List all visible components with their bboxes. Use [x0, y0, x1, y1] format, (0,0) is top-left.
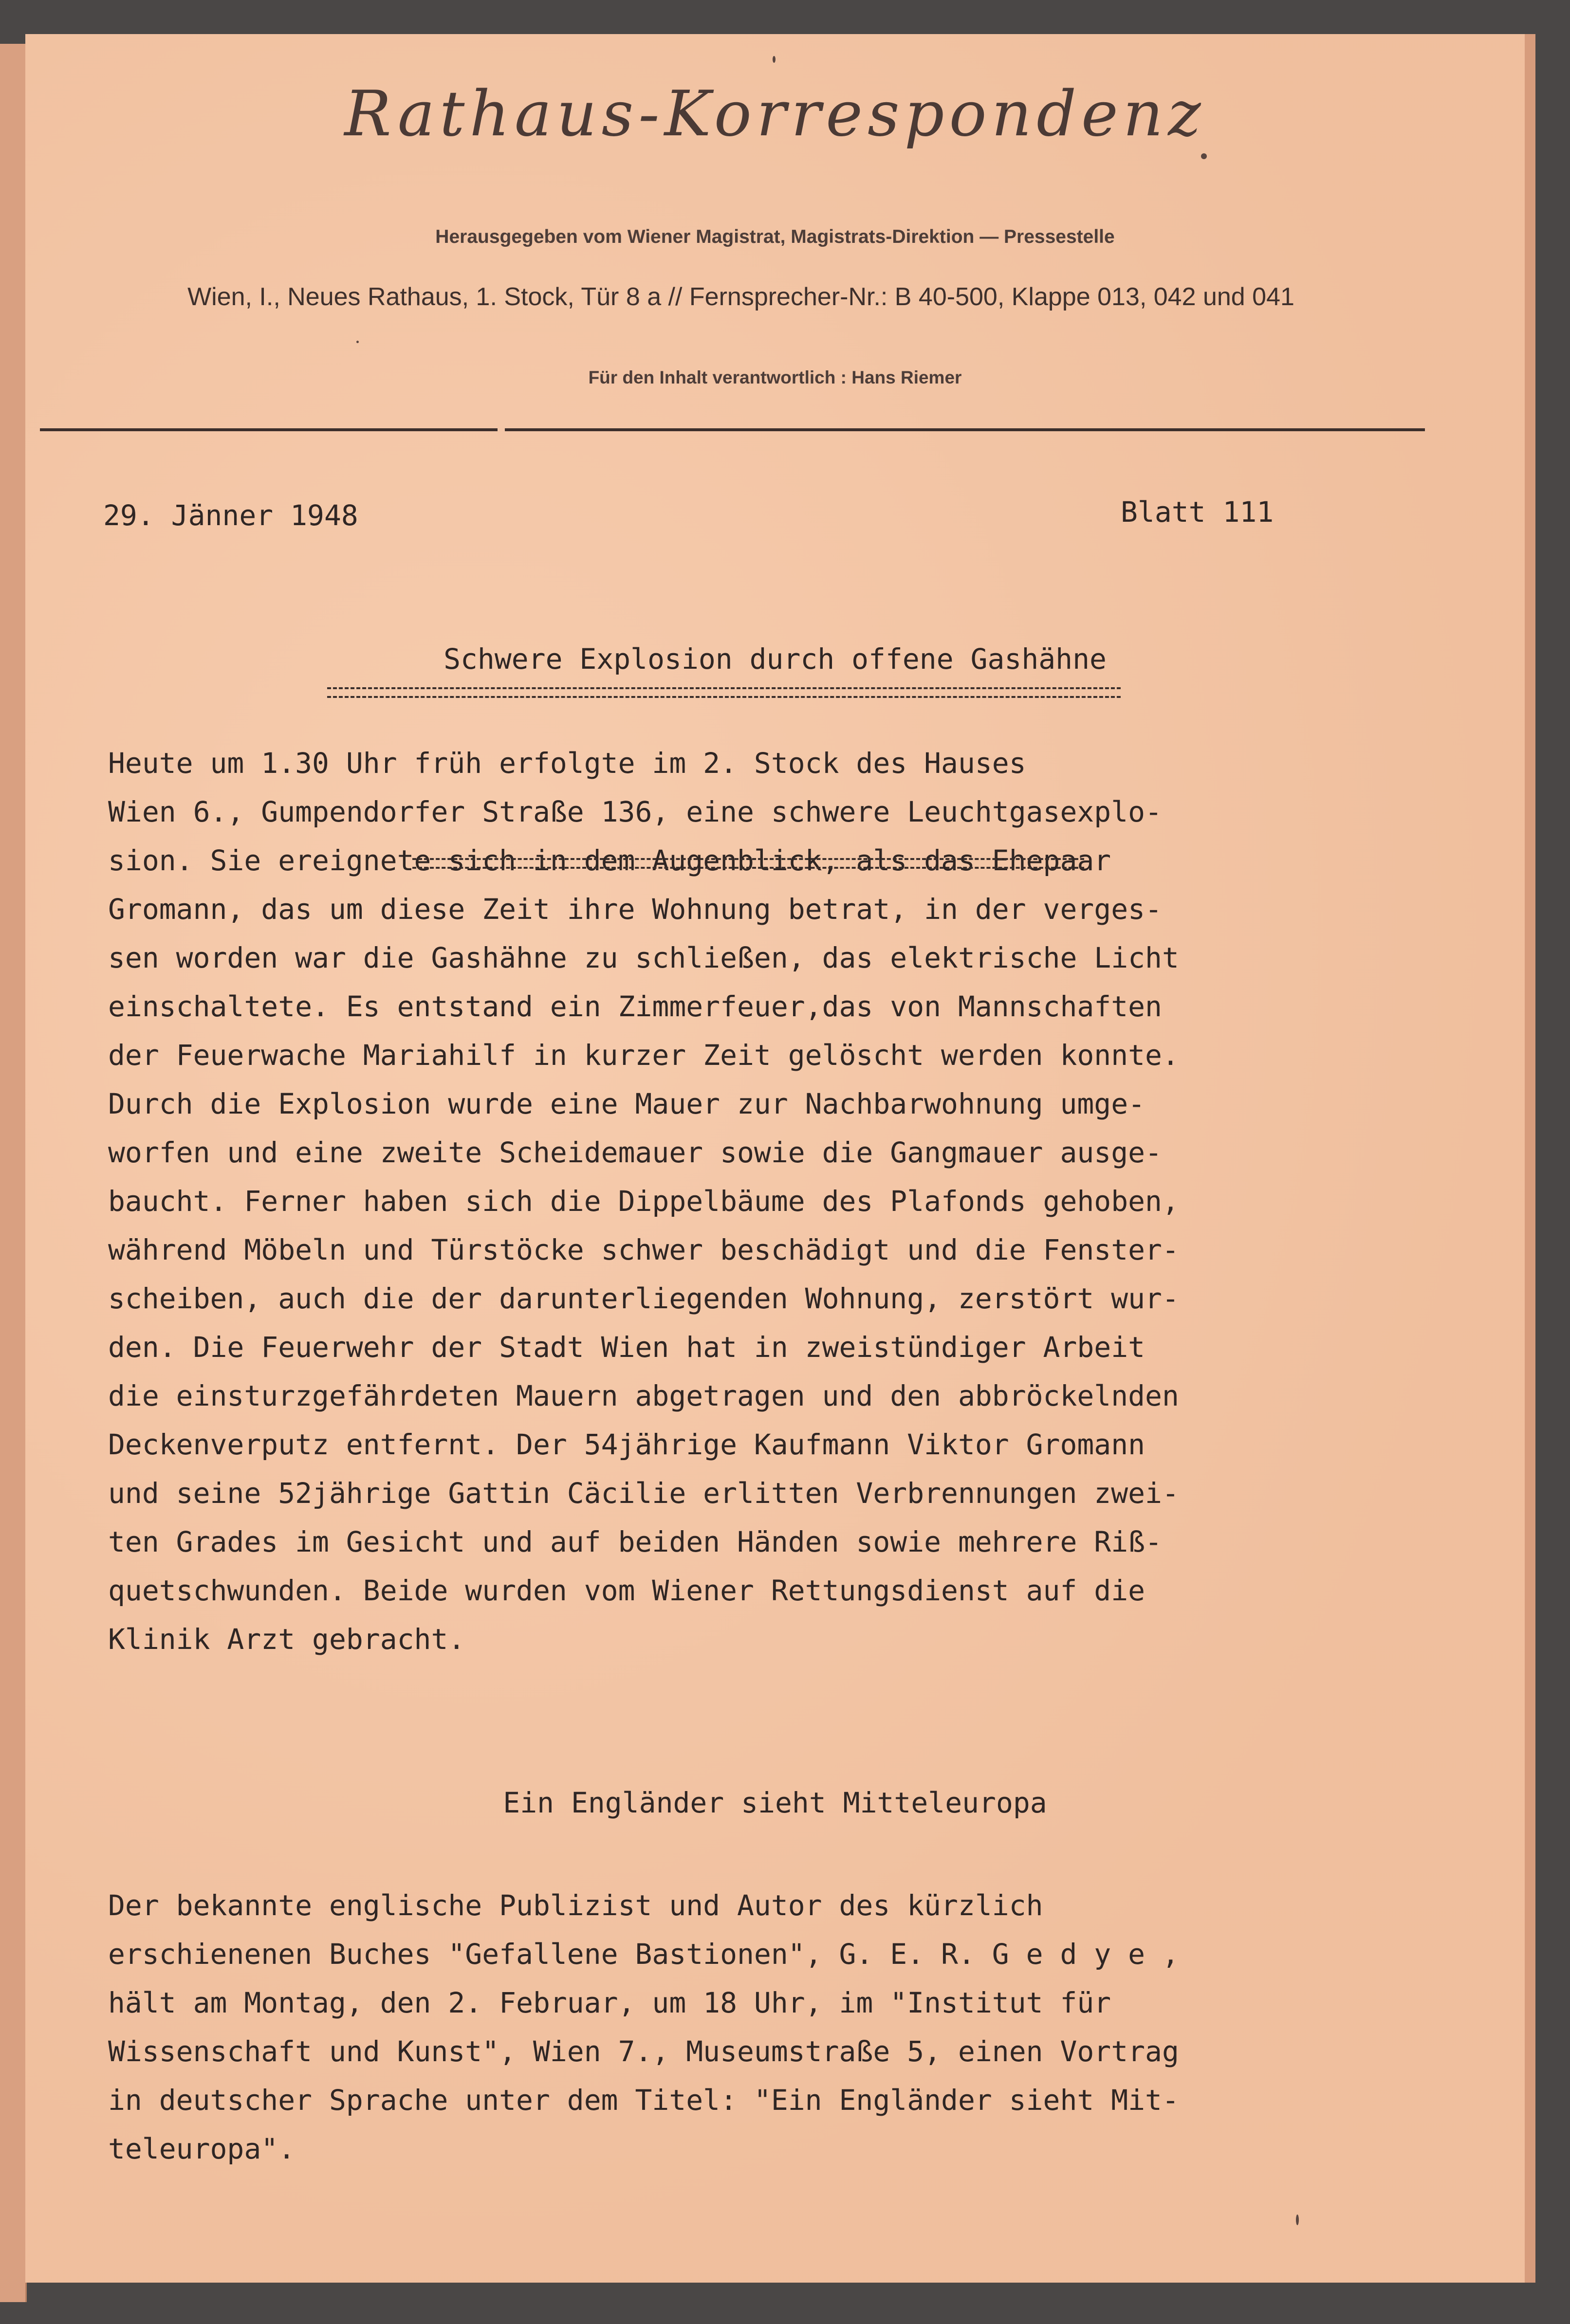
page-right-edge	[1525, 34, 1535, 2283]
paper-speck	[1296, 2214, 1299, 2225]
headline-double-underline	[412, 858, 1084, 869]
header-rule-right	[505, 428, 1425, 431]
paper-speck	[356, 341, 359, 343]
sheet-number: Blatt 111	[1121, 495, 1274, 529]
article-body: Der bekannte englische Publizist und Autor des kürzlich erschienenen Buches "Gefallene Bastionen", G. E. R. G e d y e , hält am Montag, den 2. Februar, um 18 Uhr, im "Institut für Wissenschaft und Kunst", Wien 7., Museumstraße 5, einen Vortrag in deutscher Sprache unter dem Titel: "Ein Engländer sieht Mit- teleuropa".	[108, 1889, 1179, 2165]
article-headline: Ein Engländer sieht Mitteleuropa	[503, 1786, 1047, 1819]
responsible-line: Für den Inhalt verantwortlich : Hans Riemer	[588, 367, 962, 387]
article-headline: Schwere Explosion durch offene Gashähne	[443, 642, 1107, 676]
article-body: Heute um 1.30 Uhr früh erfolgte im 2. Stock des Hauses Wien 6., Gumpendorfer Straße 136, eine schwere Leuchtgasexplo- sion. Sie ereignete sich in dem Augenblick, als das Ehepaar Gromann, das um diese Zeit ihre Wohnung betrat, in der verges- sen worden war die Gashähne zu schließen, das elektrische Licht einschaltete. Es entstand ein Zimmerfeuer,das von Mannschaften der Feuerwache Mariahilf in kurzer Zeit gelöscht werden konnte. Durch die Explosion wurde eine Mauer zur Nachbarwohnung umge- worfen und eine zweite Scheidemauer sowie die Gangmauer ausge- baucht. Ferner haben sich die Dippelbäume des Plafonds gehoben, während Möbeln und Türstöcke schwer beschädigt und die Fenster- scheiben, auch die der darunterliegenden Wohnung, zerstört wur- den. Die Feuerwehr der Stadt Wien hat in zweistündiger Arbeit die einsturzgefährdeten Mauern abgetragen und den abbröckelnden Deckenverputz entfernt. Der 54jährige Kaufmann Viktor Gromann und seine 52jährige Gattin Cäcilie erlitten Verbrennungen zwei- ten Grades im Gesicht und auf beiden Händen sowie mehrere Riß- quetschwunden. Beide wurden vom Wiener Rettungsdienst auf die Klinik Arzt gebracht.	[108, 747, 1179, 1656]
publisher-line: Herausgegeben vom Wiener Magistrat, Magistrats-Direktion — Pressestelle	[435, 226, 1115, 247]
document-date: 29. Jänner 1948	[103, 499, 358, 532]
paper-speck	[1201, 153, 1207, 159]
document-page	[25, 34, 1525, 2283]
masthead-title: Rathaus-Korrespondenz	[344, 78, 1206, 150]
previous-page-edge	[0, 44, 27, 2302]
address-line: Wien, I., Neues Rathaus, 1. Stock, Tür 8 a // Fernsprecher-Nr.: B 40-500, Klappe 013, 042 und 041	[187, 283, 1294, 311]
header-rule-left	[40, 428, 498, 431]
paper-speck	[773, 56, 776, 63]
headline-double-underline	[327, 687, 1121, 698]
